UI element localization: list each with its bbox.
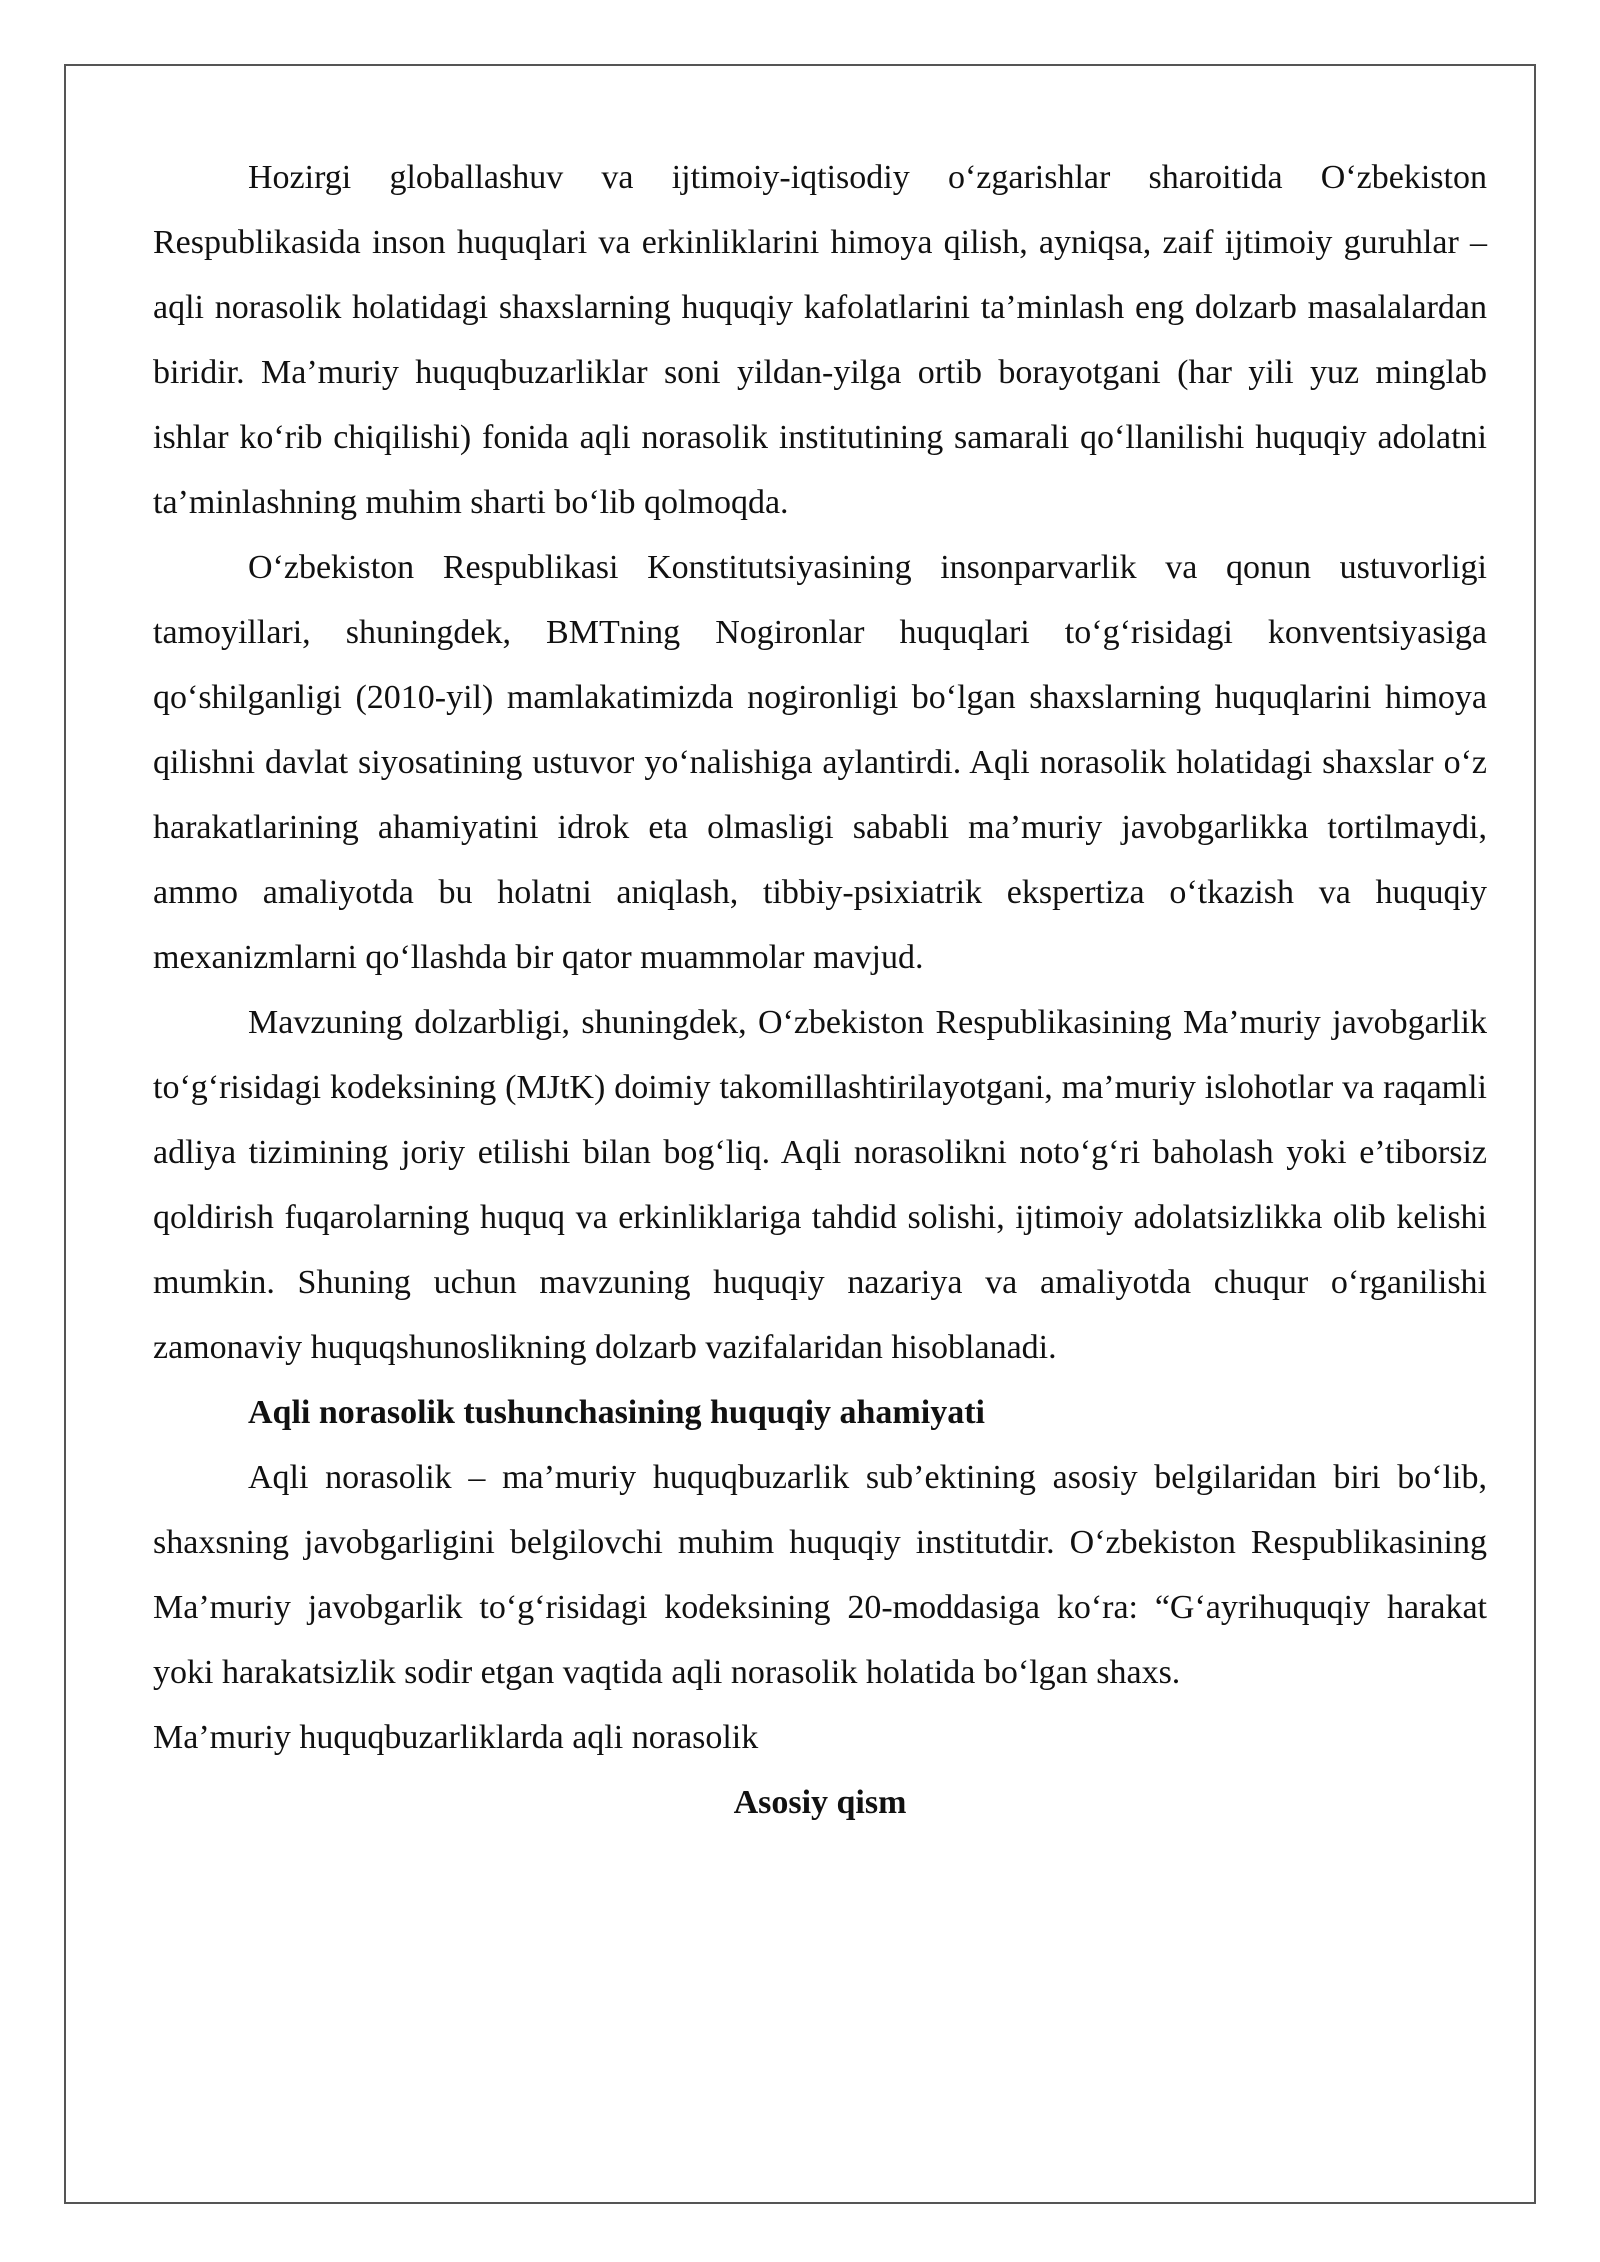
section-heading: Aqli norasolik tushunchasining huquqiy ahamiyati: [248, 1394, 985, 1431]
paragraph-2: O‘zbekiston Respublikasi Konstitutsiyasining insonparvarlik va qonun ustuvorligi tamoyillari, shuningdek, BMTning Nogironlar huquqlari to‘g‘risidagi konventsiyasiga qo‘shilganligi (2010-yil) mamlakatimizda nogironligi bo‘lgan shaxslarning huquqlarini himoya qilishni davlat siyosatining ustuvor yo‘nalishiga aylantirdi. Aqli norasolik holatidagi shaxslar o‘z harakatlarining ahamiyatini idrok eta olmasligi sababli ma’muriy javobgarlikka tortilmaydi, ammo amaliyotda bu holatni aniqlash, tibbiy-psixiatrik ekspertiza o‘tkazish va huquqiy mexanizmlarni qo‘llashda bir qator muammolar mavjud.: [153, 549, 1487, 976]
section-paragraph: Aqli norasolik – ma’muriy huquqbuzarlik sub’ektining asosiy belgilaridan biri bo‘lib, shaxsning javobgarligini belgilovchi muhim huquqiy institutdir. O‘zbekiston Respublikasining Ma’muriy javobgarlik to‘g‘risidagi kodeksining 20-moddasiga ko‘ra: “G‘ayrihuquqiy harakat yoki harakatsizlik sodir etgan vaqtida aqli norasolik holatida bo‘lgan shaxs.: [153, 1459, 1487, 1691]
paragraph-3: Mavzuning dolzarbligi, shuningdek, O‘zbekiston Respublikasining Ma’muriy javobgarlik to‘g‘risidagi kodeksining (MJtK) doimiy takomillashtirilayotgani, ma’muriy islohotlar va raqamli adliya tizimining joriy etilishi bilan bog‘liq. Aqli norasolikni noto‘g‘ri baholash yoki e’tiborsiz qoldirish fuqarolarning huquq va erkinliklariga tahdid solishi, ijtimoiy adolatsizlikka olib kelishi mumkin. Shuning uchun mavzuning huquqiy nazariya va amaliyotda chuqur o‘rganilishi zamonaviy huquqshunoslikning dolzarb vazifalaridan hisoblanadi.: [153, 1004, 1487, 1366]
document-body: [153, 145, 1487, 1835]
paragraph-1: Hozirgi globallashuv va ijtimoiy-iqtisodiy o‘zgarishlar sharoitida O‘zbekiston Respublikasida inson huquqlari va erkinliklarini himoya qilish, ayniqsa, zaif ijtimoiy guruhlar – aqli norasolik holatidagi shaxslarning huquqiy kafolatlarini ta’minlash eng dolzarb masalalardan biridir. Ma’muriy huquqbuzarliklar soni yildan-yilga ortib borayotgani (har yili yuz minglab ishlar ko‘rib chiqilishi) fonida aqli norasolik institutining samarali qo‘llanilishi huquqiy adolatni ta’minlashning muhim sharti bo‘lib qolmoqda.: [153, 159, 1487, 521]
centered-heading: Asosiy qism: [733, 1784, 907, 1821]
plain-line: Ma’muriy huquqbuzarliklarda aqli norasolik: [153, 1719, 759, 1756]
